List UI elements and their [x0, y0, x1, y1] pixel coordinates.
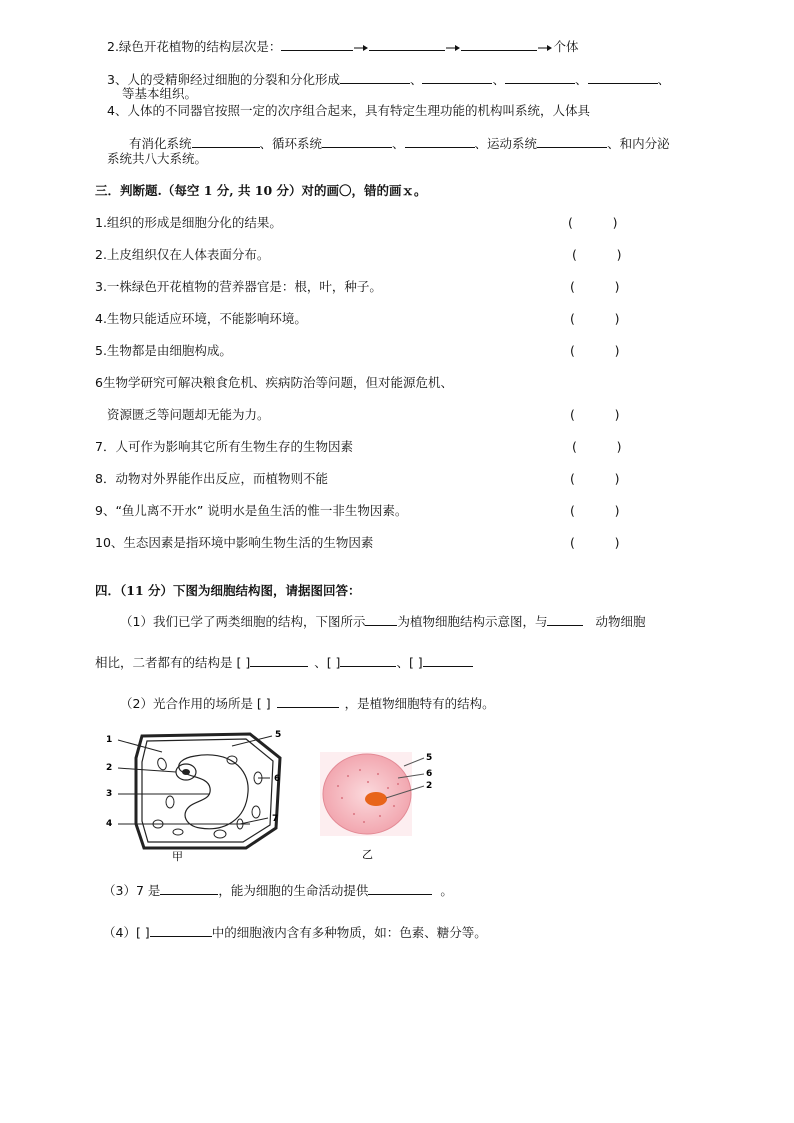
fill-q2 — [107, 38, 578, 55]
fill-q4-line3: 系统共八大系统。 — [107, 151, 208, 166]
blank[interactable] — [368, 882, 432, 895]
caption-animal: 乙 — [362, 848, 373, 861]
blank[interactable] — [537, 135, 607, 148]
chloroplast — [156, 757, 168, 771]
fill-q4-text: 、和内分泌 — [607, 136, 670, 151]
blank[interactable] — [369, 38, 445, 51]
blank[interactable] — [505, 71, 575, 84]
arrow-icon — [354, 44, 368, 52]
answer-paren[interactable]: ( ) — [570, 471, 620, 486]
fill-q2-suffix: 个体 — [553, 39, 579, 54]
judge-item-6-cont: 资源匮乏等问题却无能为力。 — [107, 407, 270, 422]
label-3: 3 — [106, 789, 113, 799]
section3-title: 三．判断题.（每空 1 分, 共 10 分）对的画〇，错的画ｘ。 — [95, 183, 427, 198]
answer-paren[interactable]: ( ) — [570, 407, 620, 422]
judge-item-4: 4.生物只能适应环境，不能影响环境。 — [95, 311, 307, 326]
answer-paren[interactable]: ( ) — [570, 343, 620, 358]
label-2: 2 — [106, 763, 113, 773]
label-4: 4 — [106, 819, 113, 829]
separator: 、 — [492, 72, 505, 87]
blank[interactable] — [547, 613, 583, 626]
fill-q4-text: 、 — [392, 136, 405, 151]
s4-q1-line2 — [95, 654, 473, 671]
blank[interactable] — [405, 135, 475, 148]
s4-text: 、[ ] — [314, 655, 341, 670]
label-7: 7 — [272, 814, 279, 824]
separator: 、 — [409, 72, 423, 87]
judge-item-1: 1.组织的形成是细胞分化的结果。 — [95, 215, 282, 230]
label-1: 1 — [106, 735, 113, 745]
chloroplast — [252, 806, 260, 818]
blank[interactable] — [422, 71, 492, 84]
s4-text: 相比，二者都有的结构是 [ ] — [95, 655, 251, 670]
judge-item-2: 2.上皮组织仅在人体表面分布。 — [95, 247, 270, 262]
fill-q4-text: 、循环系统 — [259, 136, 323, 151]
blank[interactable] — [340, 654, 396, 667]
separator: 、 — [575, 72, 588, 87]
s4-text: 中的细胞液内含有多种物质，如：色素、糖分等。 — [211, 925, 487, 940]
label-5: 5 — [426, 753, 433, 763]
s4-text: 为植物细胞结构示意图，与 — [397, 614, 548, 629]
arrow-icon — [538, 44, 552, 52]
blank[interactable] — [277, 695, 339, 708]
answer-paren[interactable]: ( ) — [572, 247, 622, 262]
fill-q3-prefix: 3、人的受精卵经过细胞的分裂和分化形成 — [107, 72, 340, 87]
label-6: 6 — [426, 769, 433, 779]
blank[interactable] — [250, 654, 308, 667]
answer-paren[interactable]: ( ) — [570, 503, 620, 518]
fill-q3-line2: 等基本组织。 — [122, 86, 198, 101]
s4-text: （4）[ ] — [103, 925, 150, 940]
blank[interactable] — [588, 71, 658, 84]
separator: 、 — [657, 72, 671, 87]
fill-q4-line2 — [129, 135, 670, 152]
label-6: 6 — [274, 774, 281, 784]
answer-paren[interactable]: ( ) — [570, 279, 620, 294]
s4-q1-line1 — [120, 613, 646, 630]
s4-q4 — [103, 924, 487, 941]
fill-q4-line1: 4、人体的不同器官按照一定的次序组合起来，具有特定生理功能的机构叫系统，人体具 — [107, 103, 590, 118]
label-2: 2 — [426, 781, 433, 791]
blank[interactable] — [150, 924, 212, 937]
judge-item-10: 10、生态因素是指环境中影响生物生活的生物因素 — [95, 535, 374, 550]
judge-item-6: 6生物学研究可解决粮食危机、疾病防治等问题，但对能源危机、 — [95, 375, 453, 390]
s4-text: （2）光合作用的场所是 [ ] — [120, 696, 271, 711]
s4-text: （1）我们已学了两类细胞的结构，下图所示 — [120, 614, 366, 629]
s4-text: 、[ ] — [396, 655, 423, 670]
answer-paren[interactable]: ( ) — [570, 535, 620, 550]
vacuole — [179, 755, 248, 829]
chloroplast — [214, 830, 226, 838]
label-5: 5 — [275, 730, 282, 740]
judge-item-3: 3.一株绿色开花植物的营养器官是：根，叶，种子。 — [95, 279, 382, 294]
answer-paren[interactable]: ( ) — [572, 439, 622, 454]
s4-q3 — [103, 882, 453, 899]
judge-item-8: 8．动物对外界能作出反应，而植物则不能 — [95, 471, 328, 486]
s4-text: 。 — [440, 883, 453, 898]
s4-text: ，能为细胞的生命活动提供 — [218, 883, 369, 898]
blank[interactable] — [160, 882, 218, 895]
blank[interactable] — [192, 135, 260, 148]
blank[interactable] — [322, 135, 392, 148]
fill-q2-prefix: 2.绿色开花植物的结构层次是： — [107, 39, 282, 54]
s4-text: （3）7 是 — [103, 883, 161, 898]
blank[interactable] — [340, 71, 410, 84]
s4-q2 — [120, 695, 495, 712]
judge-item-9: 9、“鱼儿离不开水” 说明水是鱼生活的惟一非生物因素。 — [95, 503, 408, 518]
caption-plant: 甲 — [172, 850, 183, 863]
mitochondrion — [173, 829, 183, 835]
chloroplast — [166, 796, 174, 808]
s4-text: 动物细胞 — [595, 614, 646, 629]
plant-cell-diagram — [100, 728, 290, 863]
nucleus — [365, 792, 387, 806]
arrow-icon — [446, 44, 460, 52]
animal-cell-diagram — [318, 748, 443, 863]
answer-paren[interactable]: ( ) — [570, 311, 620, 326]
section4-title: 四．（11 分）下图为细胞结构图，请据图回答： — [95, 583, 361, 598]
judge-item-7: 7．人可作为影响其它所有生物生存的生物因素 — [95, 439, 353, 454]
s4-text: ，是植物细胞特有的结构。 — [344, 696, 495, 711]
blank[interactable] — [365, 613, 397, 626]
fill-q4-text: 有消化系统 — [129, 136, 192, 151]
chloroplast — [227, 756, 237, 764]
answer-paren[interactable]: ( ) — [568, 215, 618, 230]
fill-q4-text: 、运动系统 — [474, 136, 538, 151]
judge-item-5: 5.生物都是由细胞构成。 — [95, 343, 232, 358]
blank[interactable] — [423, 654, 473, 667]
blank[interactable] — [461, 38, 537, 51]
blank[interactable] — [281, 38, 353, 51]
